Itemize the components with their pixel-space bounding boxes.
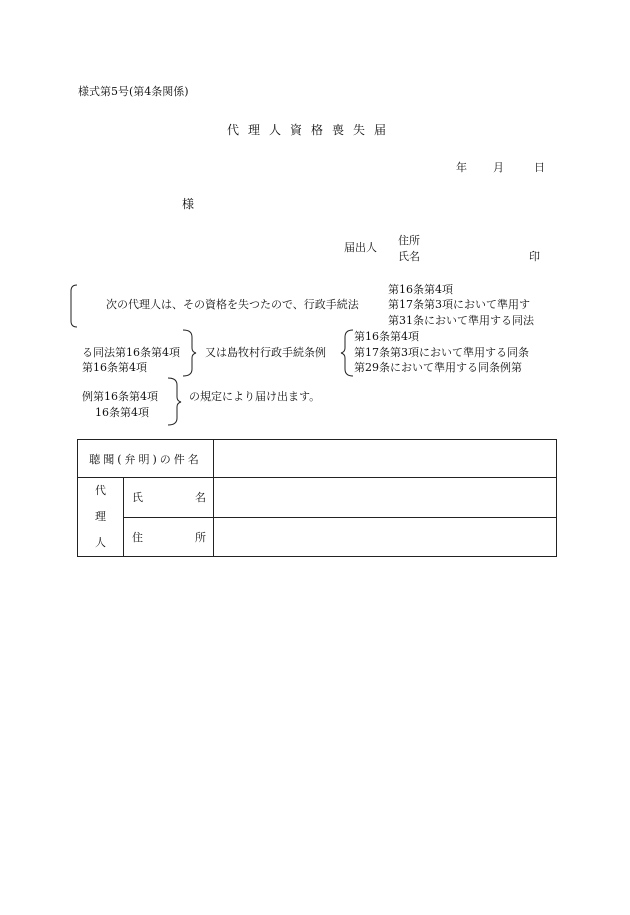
body-line-7: 又は島牧村行政手続条例 bbox=[205, 346, 326, 359]
seal-label: 印 bbox=[529, 250, 540, 263]
applicant-address-label: 住所 bbox=[398, 234, 420, 247]
agent-name-field[interactable] bbox=[214, 478, 557, 518]
body-line-3: 第17条第3項において準用す bbox=[388, 298, 530, 311]
form-number: 様式第5号(第4条関係) bbox=[78, 85, 189, 98]
agent-name-label-char-1: 氏 bbox=[132, 491, 143, 505]
agent-address-label-char-2: 所 bbox=[195, 530, 206, 544]
body-line-12: の規定により届け出ます。 bbox=[189, 390, 321, 403]
body-line-6: る同法第16条第4項 bbox=[82, 346, 180, 359]
body-line-9: 第16条第4項 bbox=[82, 361, 147, 374]
right-brace-icon-3 bbox=[168, 378, 181, 425]
body-line-10: 第29条において準用する同条例第 bbox=[354, 361, 522, 374]
agent-address-label bbox=[124, 517, 214, 557]
case-table bbox=[77, 439, 557, 557]
date-day-label: 日 bbox=[534, 161, 545, 174]
agent-name-label bbox=[124, 478, 214, 518]
date-year-label: 年 bbox=[456, 161, 467, 174]
applicant-name-label: 氏名 bbox=[398, 250, 420, 263]
left-brace-icon-2 bbox=[341, 330, 353, 376]
right-brace-icon-1 bbox=[183, 330, 196, 376]
case-name-label: 聴聞(弁明)の件名 bbox=[78, 440, 214, 478]
agent-address-label-char-1: 住 bbox=[132, 530, 143, 544]
agent-address-field[interactable] bbox=[214, 517, 557, 557]
document-title: 代理人資格喪失届 bbox=[227, 123, 396, 137]
agent-label bbox=[78, 478, 124, 557]
body-line-5: 第16条第4項 bbox=[354, 330, 419, 343]
date-line bbox=[456, 162, 545, 173]
body-line-13: 16条第4項 bbox=[95, 406, 149, 419]
agent-label-char-2: 理 bbox=[95, 510, 106, 523]
table-row bbox=[78, 517, 557, 557]
body-line-1: 第16条第4項 bbox=[388, 283, 453, 296]
table-row bbox=[78, 478, 557, 518]
body-line-8: 第17条第3項において準用する同条 bbox=[354, 346, 529, 359]
body-line-4: 第31条において準用する同法 bbox=[388, 314, 534, 327]
body-line-11: 例第16条第4項 bbox=[82, 390, 158, 403]
table-row bbox=[78, 440, 557, 478]
body-line-2: 次の代理人は、その資格を失つたので、行政手続法 bbox=[106, 298, 359, 311]
case-name-field[interactable] bbox=[214, 440, 557, 478]
left-brace-icon bbox=[71, 285, 77, 327]
agent-label-char-3: 人 bbox=[95, 536, 106, 549]
applicant-label: 届出人 bbox=[344, 241, 377, 254]
agent-name-label-char-2: 名 bbox=[195, 491, 206, 505]
date-month-label: 月 bbox=[493, 161, 504, 174]
addressee-honorific: 様 bbox=[182, 197, 195, 211]
agent-label-char-1: 代 bbox=[95, 484, 106, 497]
